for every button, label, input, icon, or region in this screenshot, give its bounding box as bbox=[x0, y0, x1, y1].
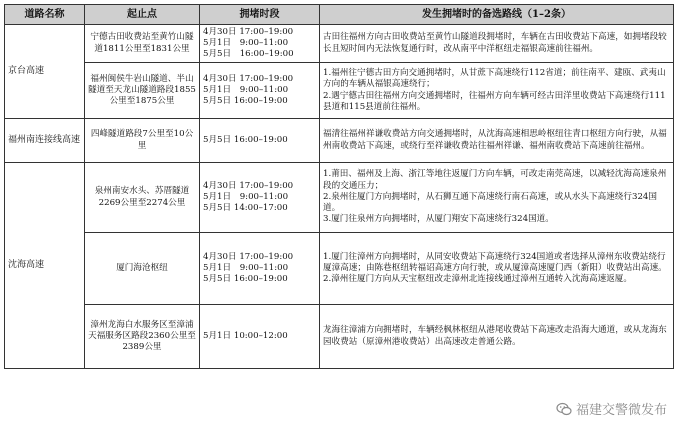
congestion-table bbox=[4, 4, 674, 369]
road-name: 京台高速 bbox=[5, 25, 85, 119]
route-line: 2.遇宁德古田往福州方向交通拥堵时，往福州方向车辆可经古田洋里收费站下高速绕行111县道和115县道前往福州。 bbox=[323, 90, 666, 112]
alternative-route bbox=[320, 25, 674, 63]
segment-start-end: 泉州南安水头、苏厝隧道2269公里至2274公里 bbox=[85, 163, 200, 233]
alternative-route bbox=[320, 119, 674, 163]
time-slot: 5月1日 9:00–11:00 bbox=[203, 191, 289, 202]
route-line: 3.厦门往泉州方向拥堵时，从厦门翔安下高速绕行324国道。 bbox=[323, 214, 554, 225]
time-slot: 4月30日 17:00–19:00 bbox=[203, 251, 294, 262]
time-slot: 5月1日 9:00–11:00 bbox=[203, 37, 289, 48]
congestion-times bbox=[200, 163, 320, 233]
time-slot: 5月5日 16:00–19:00 bbox=[203, 134, 288, 145]
time-slot: 4月30日 17:00–19:00 bbox=[203, 73, 294, 84]
table-row bbox=[5, 163, 674, 233]
segment-start-end: 四峰隧道路段7公里至10公里 bbox=[85, 119, 200, 163]
congestion-times bbox=[200, 63, 320, 119]
table-row bbox=[5, 63, 674, 119]
road-name: 沈海高速 bbox=[5, 163, 85, 369]
segment-start-end: 宁德古田收费站至黄竹山隧道1811公里至1831公里 bbox=[85, 25, 200, 63]
congestion-times bbox=[200, 233, 320, 305]
congestion-times bbox=[200, 305, 320, 369]
time-slot: 5月1日 10:00–12:00 bbox=[203, 330, 288, 341]
route-line: 龙海往漳浦方向拥堵时，车辆经枫林枢纽从港尾收费站下高速改走沿海大通道，或从龙海东园收费站（原漳州港收费站）出高速改走普通公路。 bbox=[323, 325, 667, 347]
congestion-times bbox=[200, 25, 320, 63]
time-slot: 5月1日 9:00–11:00 bbox=[203, 262, 289, 273]
road-name: 福州南连接线高速 bbox=[5, 119, 85, 163]
route-line: 古田往福州方向古田收费站至黄竹山隧道段拥堵时，车辆在古田收费站下高速，如拥堵段较长且短时间内无法恢复通行时，改从南平中洋枢纽走福银高速前往福州。 bbox=[323, 32, 667, 54]
route-line: 2.泉州往厦门方向拥堵时，从石狮互通下高速绕行南石高速，或从水头下高速绕行324国道。 bbox=[323, 191, 657, 214]
watermark-text: 福建交警微发布 bbox=[575, 403, 667, 418]
time-slot: 5月5日 16:00–19:00 bbox=[203, 274, 288, 285]
wechat-icon bbox=[556, 401, 572, 417]
time-slot: 4月30日 17:00–19:00 bbox=[203, 180, 294, 191]
time-slot: 5月1日 9:00–11:00 bbox=[203, 84, 289, 95]
header-start-end: 起止点 bbox=[85, 5, 200, 25]
alternative-route bbox=[320, 305, 674, 369]
table-header-row bbox=[5, 5, 674, 25]
route-line: 1.莆田、福州及上海、浙江等地往返厦门方向车辆，可改走南莞高速，以减轻沈海高速泉州段的交通压力； bbox=[323, 169, 667, 191]
alternative-route bbox=[320, 233, 674, 305]
time-slot: 5月5日 16:00–19:00 bbox=[203, 49, 294, 60]
congestion-times bbox=[200, 119, 320, 163]
segment-start-end: 漳州龙海白水服务区至漳浦天福服务区路段2360公里至2389公里 bbox=[85, 305, 200, 369]
table-row bbox=[5, 305, 674, 369]
route-line: 1.福州往宁德古田方向交通拥堵时，从甘蔗下高速绕行112省道；前往南平、建瓯、武夷山方向的车辆从福银高速绕行； bbox=[323, 68, 666, 90]
segment-start-end: 厦门海沧枢纽 bbox=[85, 233, 200, 305]
header-road-name: 道路名称 bbox=[5, 5, 85, 25]
header-congestion-time: 拥堵时段 bbox=[200, 5, 320, 25]
alternative-route bbox=[320, 63, 674, 119]
table-row bbox=[5, 25, 674, 63]
table-row bbox=[5, 119, 674, 163]
table-row bbox=[5, 233, 674, 305]
route-line: 1.厦门往漳州方向拥堵时，从同安收费站下高速绕行324国道或者选择从漳州东收费站绕行厦漳高速；由陈巷枢纽转福诏高速方向行驶，或从厦漳高速厦门西（新阳）收费站出高速。 bbox=[323, 251, 667, 273]
route-line: 福清往福州祥谦收费站方向交通拥堵时，从沈海高速相思岭枢纽往青口枢纽方向行驶，从福州南收费站下高速，或绕行至祥谦收费站往福州祥谦、福州南收费站下高速前往福州。 bbox=[323, 129, 667, 151]
time-slot: 5月5日 16:00–19:00 bbox=[203, 96, 288, 107]
segment-start-end: 福州闽侯牛岩山隧道、半山隧道至天龙山隧道路段1855公里至1875公里 bbox=[85, 63, 200, 119]
header-alternative-route: 发生拥堵时的备选路线（1–2条） bbox=[320, 5, 674, 25]
alternative-route bbox=[320, 163, 674, 233]
watermark bbox=[556, 399, 667, 418]
time-slot: 4月30日 17:00–19:00 bbox=[203, 26, 294, 37]
route-line: 2.漳州往厦门方向从天宝枢纽改走漳州北连接线通过漳州互通转入沈海高速返厦。 bbox=[323, 274, 632, 285]
time-slot: 5月5日 14:00–17:00 bbox=[203, 203, 288, 214]
